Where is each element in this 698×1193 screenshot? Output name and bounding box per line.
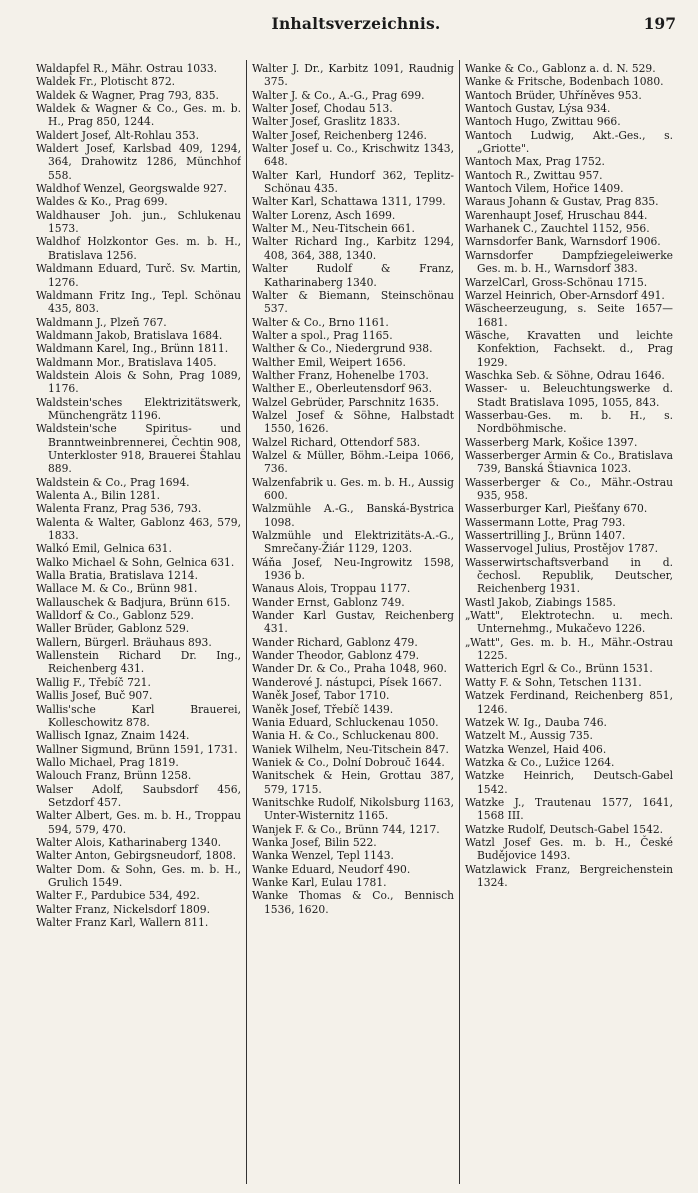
index-entry: Waldert Josef, Karlsbad 409, 1294, 364, Drahowitz 1286, Münchhof 558. [36,142,241,182]
index-entry: Walter Karl, Hundorf 362, Teplitz-Schönau 435. [252,168,454,196]
index-entry: Wantoch Gustav, Lýsa 934. [465,102,611,116]
index-entry: Walther Franz, Hohenelbe 1703. [252,368,429,382]
index-entry: Walter F., Pardubice 534, 492. [36,889,200,903]
index-entry: Watzelt M., Aussig 735. [465,729,593,743]
index-entry: Walzel Gebrüder, Parschnitz 1635. [252,395,439,409]
index-entry: Wanke Thomas & Co., Bennisch 1536, 1620. [252,889,454,916]
index-entry: Walter M., Neu-Titschein 661. [252,222,415,236]
index-entry: Wander Karl Gustav, Reichenberg 431. [252,609,454,636]
index-entry: Walter & Co., Brno 1161. [252,315,389,329]
index-entry: Wanderové J. nástupci, Písek 1667. [252,675,442,689]
index-column-1 [36,62,241,1180]
index-entry: Wassermann Lotte, Prag 793. [465,515,626,529]
index-entry: Waldes & Ko., Prag 699. [36,195,168,209]
index-entry: Waldek Fr., Plotischt 872. [36,75,176,89]
index-entry: Wasserberg Mark, Košice 1397. [465,435,638,449]
index-entry: Wallace M. & Co., Brünn 981. [36,582,198,596]
index-entry: Wáňa Josef, Neu-Ingrowitz 1598, 1936 b. [252,555,454,583]
index-entry: Walter Rudolf & Franz, Katharinaberg 1340. [252,262,454,289]
index-entry: Wantoch Max, Prag 1752. [465,155,605,169]
index-entry: Walter Josef, Graslitz 1833. [252,115,401,129]
index-entry: Waldstein & Co., Prag 1694. [36,475,190,489]
index-entry: „Watt", Ges. m. b. H., Mähr.-Ostrau 1225. [465,635,673,663]
index-entry: „Watt", Elektrotechn. u. mech. Unternehmg., Mukačevo 1226. [465,609,673,636]
index-column-3 [465,62,673,1180]
index-entry: Walzel Josef & Söhne, Halbstadt 1550, 1626. [252,408,454,436]
page-number: 197 [643,14,676,33]
index-entry: Waldmann J., Plzeň 767. [36,315,167,329]
index-entry: Walter a spol., Prag 1165. [252,328,393,342]
index-entry: Wanaus Alois, Troppau 1177. [252,582,411,596]
index-entry: Wander Ernst, Gablonz 749. [252,595,405,609]
index-entry: Walla Bratia, Bratislava 1214. [36,569,198,583]
index-entry: Walenta A., Bilin 1281. [36,489,161,502]
index-entry: Walter Franz Karl, Wallern 811. [36,916,209,929]
index-entry: Waraus Johann & Gustav, Prag 835. [465,195,659,209]
index-entry: Wanke Karl, Eulau 1781. [252,875,387,889]
index-entry: Wasserwirtschaftsverband in d. čechosl. Republik, Deutscher, Reichenberg 1931. [465,555,673,596]
index-entry: Wäscheerzeugung, s. Seite 1657—1681. [465,302,673,329]
index-entry: Wallig F., Třebíč 721. [36,675,151,689]
page-title: Inhaltsverzeichnis. [271,14,441,33]
index-entry: Walter Josef, Reichenberg 1246. [252,128,427,142]
index-entry: Watty F. & Sohn, Tetschen 1131. [465,675,642,689]
index-entry: Walter Franz, Nickelsdorf 1809. [36,902,210,916]
index-entry: Walzmühle und Elektrizitäts-A.-G., Smrečany-Žiár 1129, 1203. [252,529,454,556]
index-entry: Wasserbau-Ges. m. b. H., s. Nordböhmische. [465,408,673,436]
index-entry: Wania H. & Co., Schluckenau 800. [252,729,439,743]
index-entry: Waldert Josef, Alt-Rohlau 353. [36,128,199,142]
index-entry: Wantoch R., Zwittau 957. [465,168,603,182]
index-entry: Wallern, Bürgerl. Bräuhaus 893. [36,635,212,649]
index-entry: Wallauschek & Badjura, Brünn 615. [36,595,231,609]
index-entry: Walter & Biemann, Steinschönau 537. [252,288,454,316]
index-entry: Wanke & Fritsche, Bodenbach 1080. [465,75,664,89]
index-entry: Waněk Josef, Třebíč 1439. [252,702,394,716]
index-entry: Wallis'sche Karl Brauerei, Kolleschowitz 878. [36,702,241,729]
index-column-2 [252,62,454,1180]
index-entry: Waldmann Karel, Ing., Brünn 1811. [36,342,229,356]
index-entry: Walzmühle A.-G., Banská-Bystrica 1098. [252,502,454,529]
index-entry: Wäsche, Kravatten und leichte Konfektion, Fachsekt. d., Prag 1929. [465,328,673,369]
index-entry: Wasserberger Armin & Co., Bratislava 739, Banská Štiavnica 1023. [465,448,673,476]
index-entry: Wassertrilling J., Brünn 1407. [465,529,626,543]
index-entry: Waldmann Mor., Bratislava 1405. [36,355,217,369]
index-entry: Waldmann Eduard, Turč. Sv. Martin, 1276. [36,262,241,289]
index-entry: Watzka & Co., Lužice 1264. [465,755,615,769]
index-entry: Wander Richard, Gablonz 479. [252,635,418,649]
index-entry: Wantoch Hugo, Zwittau 966. [465,115,621,129]
index-entry: Waldstein'sche Spiritus- und Branntweinbrennerei, Čechtin 908, Unterkloster 918, Brauerei Štahlau 889. [36,422,241,476]
index-entry: Warenhaupt Josef, Hruschau 844. [465,208,648,222]
index-entry: Walter Alois, Katharinaberg 1340. [36,835,222,849]
index-entry: Walter J. & Co., A.-G., Prag 699. [252,88,425,102]
index-entry: Walkó Emil, Gelnica 631. [36,542,172,556]
index-entry: Waldmann Fritz Ing., Tepl. Schönau 435, 803. [36,288,241,316]
index-entry: Waldstein Alois & Sohn, Prag 1089, 1176. [36,368,241,396]
index-entry: Wallisch Ignaz, Znaim 1424. [36,729,190,743]
index-entry: Waller Brüder, Gablonz 529. [36,622,190,636]
index-entry: Watzlawick Franz, Bergreichenstein 1324. [465,862,673,889]
index-entry: Walenta Franz, Prag 536, 793. [36,502,202,516]
index-entry: Walter Lorenz, Asch 1699. [252,208,396,222]
index-entry: Warnsdorfer Bank, Warnsdorf 1906. [465,235,661,249]
column-divider [459,60,460,1184]
index-entry: Wander Dr. & Co., Praha 1048, 960. [252,662,447,676]
index-entry: Watzke Heinrich, Deutsch-Gabel 1542. [465,769,673,796]
index-entry: Waldhof Holzkontor Ges. m. b. H., Bratislava 1256. [36,235,241,262]
index-entry: Wallo Michael, Prag 1819. [36,755,179,769]
index-entry: Waldhof Wenzel, Georgswalde 927. [36,182,227,196]
index-entry: Walter Karl, Schattawa 1311, 1799. [252,195,446,209]
index-entry: Walko Michael & Sohn, Gelnica 631. [36,555,235,569]
index-entry: Wasservogel Julius, Prostějov 1787. [465,542,659,556]
page-header [36,14,676,36]
index-entry: Watzl Josef Ges. m. b. H., České Budějovice 1493. [465,835,673,863]
index-entry: Watzka Wenzel, Haid 406. [465,742,607,756]
index-entry: Walouch Franz, Brünn 1258. [36,769,192,783]
index-entry: Walter J. Dr., Karbitz 1091, Raudnig 375. [252,62,454,89]
index-entry: Walther E., Oberleutensdorf 963. [252,382,433,396]
index-entry: Waldapfel R., Mähr. Ostrau 1033. [36,62,218,75]
index-entry: Waldek & Wagner & Co., Ges. m. b. H., Prag 850, 1244. [36,102,241,129]
index-entry: Walter Josef, Chodau 513. [252,102,393,116]
index-entry: Wallis Josef, Buč 907. [36,689,153,703]
index-entry: Watzek W. Ig., Dauba 746. [465,715,607,729]
index-entry: Walther & Co., Niedergrund 938. [252,342,433,356]
index-entry: Wander Theodor, Gablonz 479. [252,649,420,663]
index-entry: WarzelCarl, Gross-Schönau 1715. [465,275,648,289]
index-entry: Waldmann Jakob, Bratislava 1684. [36,328,223,342]
index-entry: Wasserberger & Co., Mähr.-Ostrau 935, 958. [465,475,673,502]
index-entry: Walzel & Müller, Böhm.-Leipa 1066, 736. [252,448,454,476]
column-divider [246,60,247,1184]
index-entry: Walter Richard Ing., Karbitz 1294, 408, 364, 388, 1340. [252,235,454,262]
index-entry: Watterich Egrl & Co., Brünn 1531. [465,662,653,676]
index-entry: Wantoch Brüder, Uhříněves 953. [465,88,642,102]
index-entry: Watzek Ferdinand, Reichenberg 851, 1246. [465,689,673,716]
index-entry: Walter Albert, Ges. m. b. H., Troppau 594, 579, 470. [36,809,241,836]
index-entry: Waldek & Wagner, Prag 793, 835. [36,88,219,102]
index-entry: Walenta & Walter, Gablonz 463, 579, 1833. [36,515,241,543]
index-entry: Wasser- u. Beleuchtungswerke d. Stadt Bratislava 1095, 1055, 843. [465,382,673,409]
index-entry: Waschka Seb. & Söhne, Odrau 1646. [465,368,665,382]
index-entry: Walzenfabrik u. Ges. m. b. H., Aussig 600. [252,475,454,502]
index-entry: Wallner Sigmund, Brünn 1591, 1731. [36,742,238,756]
index-entry: Wanjek F. & Co., Brünn 744, 1217. [252,822,440,836]
index-entry: Walther Emil, Weipert 1656. [252,355,406,369]
index-entry: Wantoch Vilem, Hořice 1409. [465,182,624,196]
index-entry: Wasserburger Karl, Piešťany 670. [465,502,648,516]
index-entry: Wania Eduard, Schluckenau 1050. [252,715,439,729]
index-entry: Watzke Rudolf, Deutsch-Gabel 1542. [465,822,664,836]
index-entry: Wanka Wenzel, Tepl 1143. [252,849,394,863]
index-entry: Wallenstein Richard Dr. Ing., Reichenberg 431. [36,649,241,676]
index-entry: Walser Adolf, Saubsdorf 456, Setzdorf 457. [36,782,241,809]
index-entry: Waniek & Co., Dolní Dobrouč 1644. [252,755,445,769]
index-entry: Wantoch Ludwig, Akt.-Ges., s. „Griotte". [465,128,673,156]
index-entry: Wanke Eduard, Neudorf 490. [252,862,411,876]
index-entry: Watzke J., Trautenau 1577, 1641, 1568 III. [465,795,673,823]
index-entry: Walter Anton, Gebirgsneudorf, 1808. [36,849,236,863]
index-entry: Wanitschke Rudolf, Nikolsburg 1163, Unter-Wisternitz 1165. [252,795,454,823]
index-entry: Wastl Jakob, Ziabings 1585. [465,595,616,609]
index-entry: Waněk Josef, Tabor 1710. [252,689,390,703]
index-entry: Warzel Heinrich, Ober-Arnsdorf 491. [465,288,665,302]
index-entry: Wanka Josef, Bilin 522. [252,835,377,849]
index-entry: Wanke & Co., Gablonz a. d. N. 529. [465,62,656,75]
index-entry: Warhanek C., Zauchtel 1152, 956. [465,222,650,236]
index-entry: Walldorf & Co., Gablonz 529. [36,609,194,623]
index-entry: Walter Josef u. Co., Krischwitz 1343, 648. [252,142,454,169]
index-entry: Waniek Wilhelm, Neu-Titschein 847. [252,742,449,756]
index-entry: Walter Dom. & Sohn, Ges. m. b. H., Grulich 1549. [36,862,241,889]
index-entry: Waldstein'sches Elektrizitätswerk, Münchengrätz 1196. [36,395,241,422]
index-entry: Wanitschek & Hein, Grottau 387, 579, 1715. [252,769,454,796]
index-entry: Waldhauser Joh. jun., Schlukenau 1573. [36,208,241,236]
index-entry: Walzel Richard, Ottendorf 583. [252,435,421,449]
index-entry: Warnsdorfer Dampfziegeleiwerke Ges. m. b. H., Warnsdorf 383. [465,248,673,276]
